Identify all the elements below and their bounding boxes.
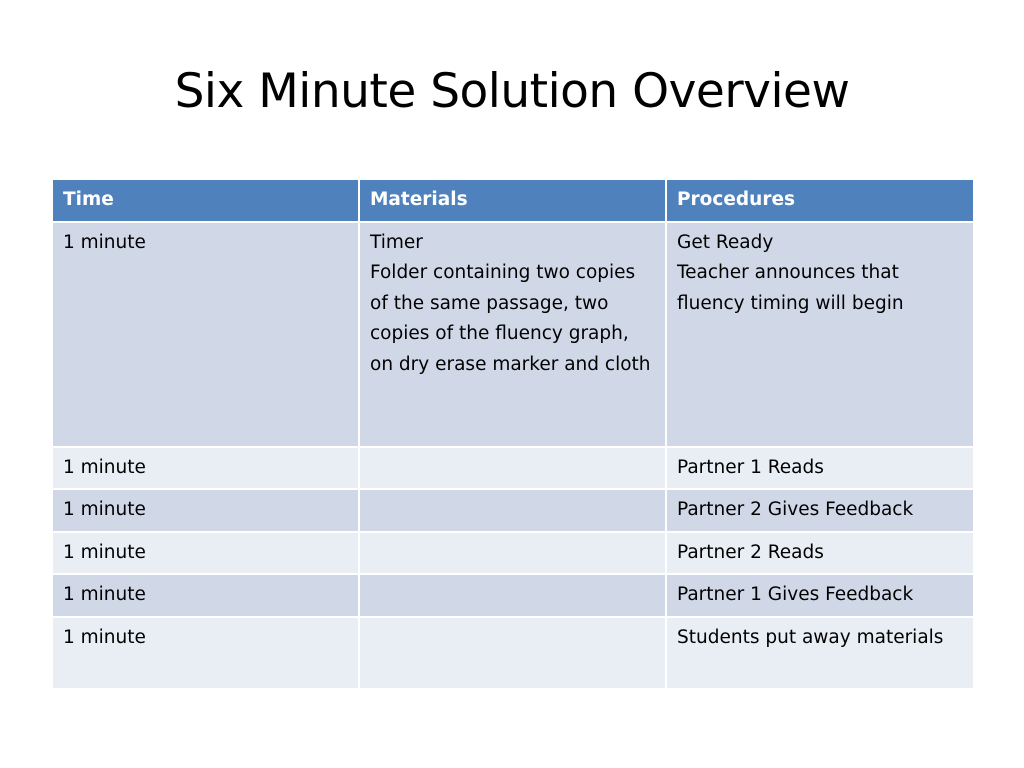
materials-cell (359, 532, 666, 575)
header-time: Time (52, 179, 359, 222)
table-row (52, 489, 974, 532)
table-row (52, 222, 974, 447)
materials-line: Folder containing two copies of the same passage, two copies of the fluency graph, on dry erase marker and cloth (370, 262, 651, 375)
time-cell: 1 minute (52, 574, 359, 617)
table-header-row (52, 179, 974, 222)
materials-cell (359, 574, 666, 617)
table-row (52, 532, 974, 575)
table-row (52, 447, 974, 490)
materials-cell (359, 617, 666, 689)
procedures-line: Get Ready (677, 231, 774, 253)
materials-line: Timer (370, 231, 423, 253)
procedures-cell: Partner 1 Gives Feedback (666, 574, 974, 617)
procedures-cell: Partner 2 Gives Feedback (666, 489, 974, 532)
time-cell: 1 minute (52, 489, 359, 532)
time-cell: 1 minute (52, 617, 359, 689)
header-materials: Materials (359, 179, 666, 222)
materials-cell (359, 222, 666, 447)
time-cell: 1 minute (52, 447, 359, 490)
time-cell: 1 minute (52, 222, 359, 447)
materials-cell (359, 447, 666, 490)
procedures-cell (666, 222, 974, 447)
procedures-cell: Partner 1 Reads (666, 447, 974, 490)
header-procedures: Procedures (666, 179, 974, 222)
table-row (52, 574, 974, 617)
procedures-cell: Students put away materials (666, 617, 974, 689)
overview-table (51, 178, 975, 690)
table-row (52, 617, 974, 689)
procedures-cell: Partner 2 Reads (666, 532, 974, 575)
procedures-line: Teacher announces that fluency timing will begin (677, 262, 904, 314)
time-cell: 1 minute (52, 532, 359, 575)
materials-cell (359, 489, 666, 532)
slide-title: Six Minute Solution Overview (174, 64, 850, 119)
